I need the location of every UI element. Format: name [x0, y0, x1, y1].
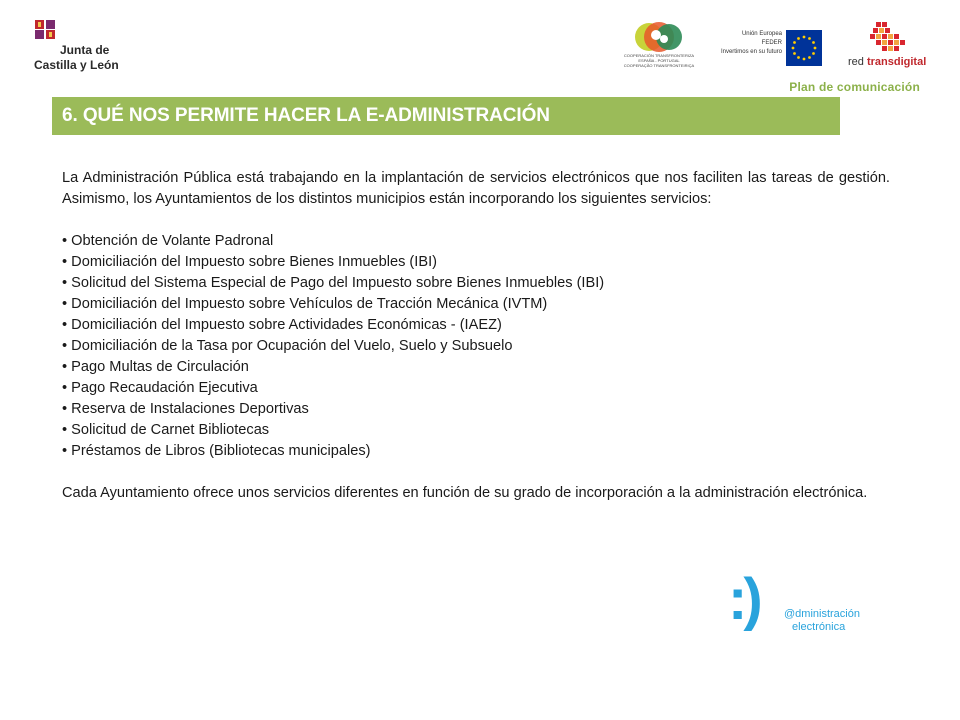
poctep-line3: COOPERAÇÃO TRANSFRONTEIRIÇA — [623, 63, 695, 68]
content-body — [62, 168, 890, 504]
rtd-name: transdigital — [866, 56, 927, 68]
service-item: • Reserva de Instalaciones Deportivas — [62, 399, 890, 420]
poctep-line2: ESPAÑA - PORTUGAL — [638, 58, 680, 63]
service-item: • Préstamos de Libros (Bibliotecas municipales) — [62, 441, 890, 462]
service-item: • Pago Recaudación Ejecutiva — [62, 378, 890, 399]
red-transdigital-mosaic-icon — [868, 20, 908, 54]
eu-feder-logo — [716, 30, 822, 70]
closing-paragraph: Cada Ayuntamiento ofrece unos servicios diferentes en función de su grado de incorporación a la administración electrónica. — [62, 485, 868, 501]
poctep-emblem-icon — [618, 20, 700, 54]
junta-castilla-leon-logo — [34, 18, 119, 72]
eu-flag-icon — [786, 30, 822, 66]
eu-line1: Unión Europea — [741, 31, 782, 37]
service-item: • Domiciliación del Impuesto sobre Vehículos de Tracción Mecánica (IVTM) — [62, 294, 890, 315]
intro-paragraph: La Administración Pública está trabajando en la implantación de servicios electrónicos que nos faciliten las tareas de gestión. Asimismo, los Ayuntamientos de los distintos municipios están incorporando los siguientes servicios: — [62, 170, 890, 207]
rtd-prefix: red — [848, 56, 867, 68]
eadmin-line2: electrónica — [792, 621, 846, 633]
e-administracion-logo — [728, 567, 868, 640]
service-item: • Domiciliación del Impuesto sobre Bienes Inmuebles (IBI) — [62, 252, 890, 273]
eu-line3: Invertimos en su futuro — [720, 49, 782, 55]
service-item: • Solicitud de Carnet Bibliotecas — [62, 420, 890, 441]
service-item: • Pago Multas de Circulación — [62, 357, 890, 378]
service-item: • Solicitud del Sistema Especial de Pago del Impuesto sobre Bienes Inmuebles (IBI) — [62, 273, 890, 294]
service-item: • Domiciliación de la Tasa por Ocupación del Vuelo, Suelo y Subsuelo — [62, 336, 890, 357]
jcyl-line2: Castilla y León — [34, 58, 119, 72]
section-banner — [52, 97, 840, 135]
jcyl-line1: Junta de — [60, 43, 110, 57]
eadmin-line1: @dministración — [784, 608, 860, 620]
red-transdigital-logo — [848, 20, 928, 72]
section-title: 6. QUÉ NOS PERMITE HACER LA E-ADMINISTRACIÓN — [62, 105, 550, 126]
service-item: • Domiciliación del Impuesto sobre Actividades Económicas - (IAEZ) — [62, 315, 890, 336]
services-list — [62, 231, 890, 462]
plan-de-comunicacion-label: Plan de comunicación — [789, 80, 920, 94]
smiley-icon: :) — [728, 567, 759, 632]
eu-line2: FEDER — [761, 40, 782, 46]
rtd-wordmark — [848, 56, 926, 68]
poctep-logo — [618, 20, 700, 80]
poctep-line1: COOPERACIÓN TRANSFRONTERIZA — [623, 53, 695, 58]
service-item: • Obtención de Volante Padronal — [62, 231, 890, 252]
